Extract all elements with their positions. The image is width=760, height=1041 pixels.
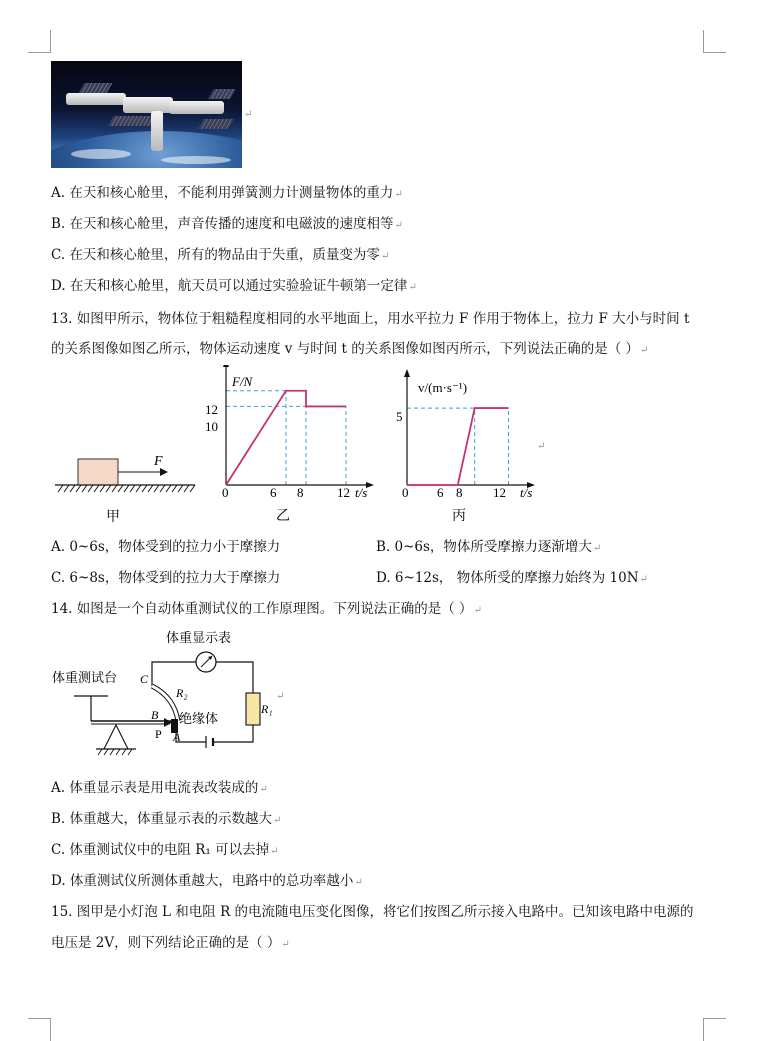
q14-option-a-text: A. 体重显示表是用电流表改装成的: [51, 780, 259, 796]
q12-option-d-text: D. 在天和核心舱里，航天员可以通过实验验证牛顿第一定律: [51, 278, 408, 294]
y-axis-arrow: [404, 369, 410, 377]
q14-stem-text: 14. 如图是一个自动体重测试仪的工作原理图。下列说法正确的是（ ）: [51, 601, 473, 617]
paragraph-mark: ↵: [281, 939, 290, 950]
r1-label: R₁: [261, 702, 273, 716]
q12-option-a: [51, 184, 403, 204]
paragraph-mark: ↵: [640, 345, 649, 356]
crop-mark-bottom-left: [28, 1018, 51, 1041]
crop-mark-top-right: [703, 30, 726, 53]
paragraph-mark: ↵: [273, 815, 282, 826]
q13-stem-line2-text: 的关系图像如图乙所示，物体运动速度 v 与时间 t 的关系图像如图丙所示，下列说法正确的是（ ）: [51, 341, 640, 357]
x-tick-8: 8: [456, 485, 463, 500]
resistor-r1: [246, 693, 260, 725]
figure-jia: [50, 445, 200, 525]
bottom-wire: [213, 725, 253, 742]
q13-option-b: [376, 538, 601, 558]
paragraph-mark: ↵: [473, 605, 482, 616]
b-label: B: [151, 708, 159, 722]
space-station-photo: [51, 61, 242, 168]
x-tick-6: 6: [270, 485, 277, 500]
x-tick-12: 12: [493, 485, 506, 500]
q15-stem-line1: 15. 图甲是小灯泡 L 和电阻 R 的电流随电压变化图像，将它们按图乙所示接入电路中。已知该电路中电源的: [51, 904, 694, 920]
caption-yi: 乙: [276, 508, 290, 524]
force-label: F: [154, 454, 163, 469]
q14-stem: [51, 600, 482, 620]
q12-option-d: [51, 277, 417, 297]
x-tick-12: 12: [337, 485, 350, 500]
q12-option-b-text: B. 在天和核心舱里，声音传播的速度和电磁波的速度相等: [51, 216, 394, 232]
fulcrum: [104, 725, 128, 749]
paragraph-mark: ↵: [259, 784, 268, 795]
q14-option-d: [51, 872, 363, 892]
ground-hatch: [58, 485, 195, 492]
crop-mark-bottom-right: [703, 1018, 726, 1041]
q13-option-d: [376, 569, 648, 589]
caption-jia: 甲: [106, 509, 120, 525]
platform-label: 体重测试台: [52, 671, 118, 686]
y-axis-label: F/N: [232, 374, 253, 389]
meter-label: 体重显示表: [166, 631, 232, 646]
paragraph-mark: ↵: [354, 877, 363, 888]
q13-stem-line1: 13. 如图甲所示，物体位于粗糙程度相同的水平地面上，用水平拉力 F 作用于物体上，拉力 F 大小与时间 t: [51, 311, 690, 327]
paragraph-mark: ↵: [537, 441, 546, 452]
y-tick-10: 10: [205, 419, 218, 434]
q15-stem-line2: [51, 934, 290, 954]
paragraph-mark: ↵: [394, 220, 403, 231]
q12-option-a-text: A. 在天和核心舱里，不能利用弹簧测力计测量物体的重力: [51, 185, 394, 201]
q14-option-d-text: D. 体重测试仪所测体重越大，电路中的总功率越小: [51, 873, 354, 889]
bottom-wire-left: [176, 728, 206, 742]
a-label: A: [173, 730, 181, 744]
q13-stem-line2: [51, 340, 648, 360]
insulator-label: 绝缘体: [179, 712, 219, 727]
paragraph-mark: ↵: [244, 109, 253, 120]
c-label: C: [140, 672, 149, 686]
origin-label: 0: [222, 485, 229, 500]
weight-tester-circuit: [48, 625, 298, 765]
x-axis-label: t/s: [520, 485, 533, 500]
q12-option-c: [51, 246, 389, 266]
top-wire: [152, 662, 196, 686]
paragraph-mark: ↵: [270, 846, 279, 857]
q12-option-c-text: C. 在天和核心舱里，所有的物品由于失重，质量变为零: [51, 247, 380, 263]
p-label: P: [155, 727, 162, 741]
lever-arrow-tip: [164, 718, 172, 727]
y-axis-arrow: [223, 365, 229, 367]
q13-option-b-text: B. 0~6s，物体所受摩擦力逐渐增大: [376, 539, 592, 555]
chart-yi: [195, 365, 385, 525]
r2-label: R₂: [176, 686, 188, 700]
q14-option-a: [51, 779, 268, 799]
y-axis-label: v/(m·s⁻¹): [418, 380, 468, 395]
q13-option-c: C. 6~8s，物体受到的拉力大于摩擦力: [51, 570, 281, 586]
force-arrowhead: [160, 468, 168, 476]
caption-bing: 丙: [452, 508, 466, 524]
paragraph-mark: ↵: [639, 574, 648, 585]
q14-option-c: [51, 841, 278, 861]
paragraph-mark: ↵: [592, 543, 602, 554]
top-wire-right: [216, 662, 253, 693]
crop-mark-top-left: [28, 30, 51, 53]
q13-option-d-text: D. 6~12s， 物体所受的摩擦力始终为 10N: [376, 570, 639, 586]
q14-option-b-text: B. 体重越大，体重显示表的示数越大: [51, 811, 273, 827]
y-tick-5: 5: [396, 409, 403, 424]
q13-option-a: A. 0~6s，物体受到的拉力小于摩擦力: [51, 539, 281, 555]
paragraph-mark: ↵: [276, 691, 285, 702]
q14-option-b: [51, 810, 281, 830]
x-tick-8: 8: [297, 485, 304, 500]
q15-stem-line2-text: 电压是 2V，则下列结论正确的是（ ）: [51, 935, 281, 951]
paragraph-mark: ↵: [380, 251, 390, 262]
x-axis-label: t/s: [355, 485, 368, 500]
q12-option-b: [51, 215, 403, 235]
fulcrum-hatch: [98, 749, 132, 755]
paragraph-mark: ↵: [394, 189, 403, 200]
q14-option-c-text: C. 体重测试仪中的电阻 R₁ 可以去掉: [51, 842, 270, 858]
y-tick-12: 12: [205, 402, 218, 417]
block: [78, 459, 118, 485]
origin-label: 0: [402, 485, 409, 500]
paragraph-mark: ↵: [408, 282, 417, 293]
velocity-series-line: [407, 408, 509, 485]
x-tick-6: 6: [437, 485, 444, 500]
